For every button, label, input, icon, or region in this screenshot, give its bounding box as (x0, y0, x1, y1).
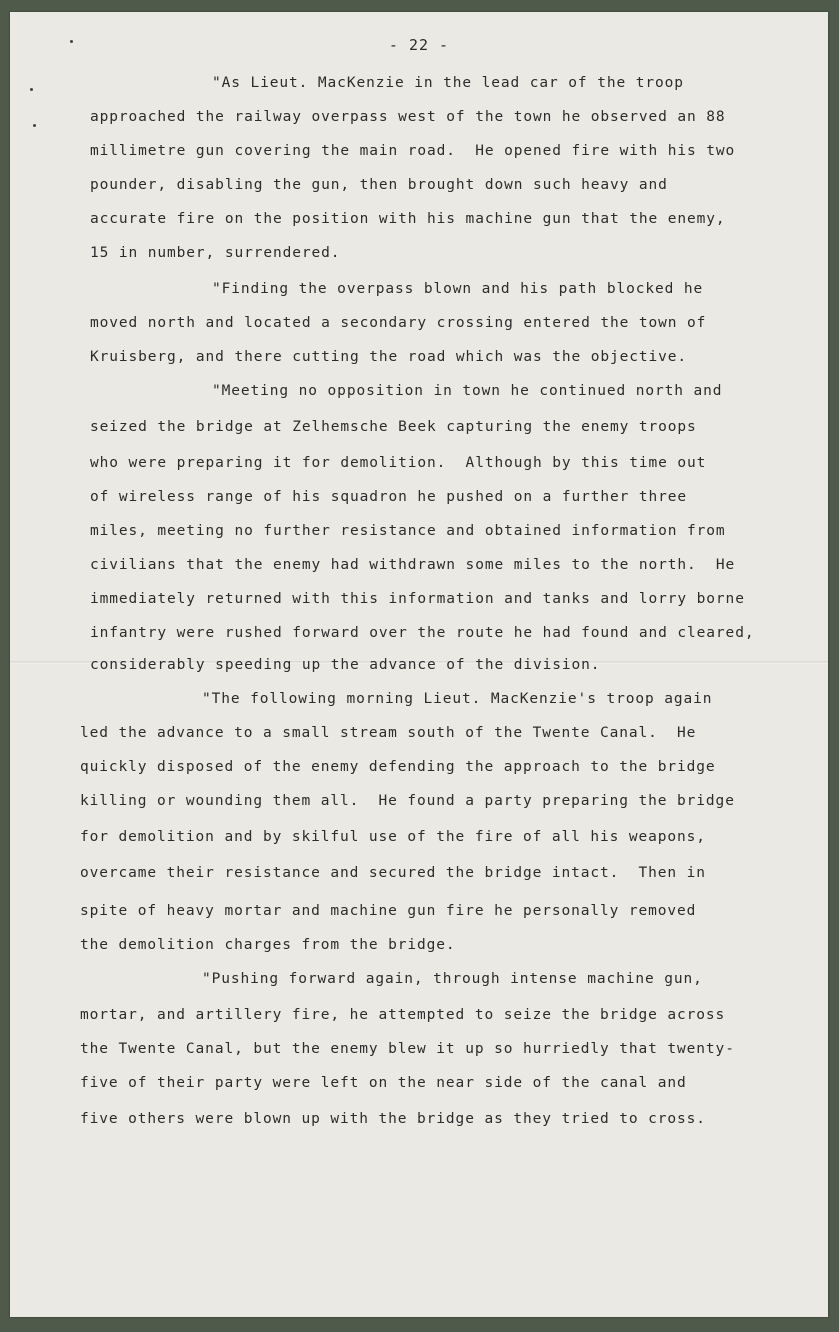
text-line: 15 in number, surrendered. (90, 245, 341, 261)
text-line: for demolition and by skilful use of the fire of all his weapons, (80, 829, 706, 845)
text-line: killing or wounding them all. He found a party preparing the bridge (80, 793, 735, 809)
text-line: overcame their resistance and secured the bridge intact. Then in (80, 865, 706, 881)
text-line: moved north and located a secondary crossing entered the town of (90, 315, 707, 331)
text-line: civilians that the enemy had withdrawn some miles to the north. He (90, 557, 736, 573)
text-line: led the advance to a small stream south of the Twente Canal. He (80, 725, 697, 741)
text-line: accurate fire on the position with his machine gun that the enemy, (90, 211, 726, 227)
text-line: "The following morning Lieut. MacKenzie's troop again (202, 691, 713, 707)
text-line: the Twente Canal, but the enemy blew it up so hurriedly that twenty- (80, 1041, 735, 1057)
text-line: infantry were rushed forward over the route he had found and cleared, (90, 625, 755, 641)
paper-speck (33, 124, 36, 127)
document-page (10, 12, 828, 1317)
text-line: "Meeting no opposition in town he continued north and (212, 383, 723, 399)
text-line: five of their party were left on the near side of the canal and (80, 1075, 687, 1091)
text-line: miles, meeting no further resistance and obtained information from (90, 523, 726, 539)
text-line: mortar, and artillery fire, he attempted to seize the bridge across (80, 1007, 726, 1023)
text-line: considerably speeding up the advance of the division. (90, 657, 601, 673)
text-line: of wireless range of his squadron he pushed on a further three (90, 489, 688, 505)
text-line: approached the railway overpass west of the town he observed an 88 (90, 109, 726, 125)
text-line: seized the bridge at Zelhemsche Beek capturing the enemy troops (90, 419, 697, 435)
paper-speck (30, 88, 33, 91)
text-line: Kruisberg, and there cutting the road which was the objective. (90, 349, 688, 365)
text-line: immediately returned with this information and tanks and lorry borne (90, 591, 745, 607)
text-line: "Finding the overpass blown and his path blocked he (212, 281, 704, 297)
text-line: "Pushing forward again, through intense machine gun, (202, 971, 703, 987)
text-line: spite of heavy mortar and machine gun fire he personally removed (80, 903, 697, 919)
text-line: the demolition charges from the bridge. (80, 937, 456, 953)
text-line: quickly disposed of the enemy defending the approach to the bridge (80, 759, 716, 775)
page-number: - 22 - (388, 36, 450, 54)
text-line: pounder, disabling the gun, then brought down such heavy and (90, 177, 668, 193)
text-line: who were preparing it for demolition. Although by this time out (90, 455, 707, 471)
text-line: "As Lieut. MacKenzie in the lead car of the troop (212, 75, 684, 91)
text-line: millimetre gun covering the main road. He opened fire with his two (90, 143, 736, 159)
text-line: five others were blown up with the bridge as they tried to cross. (80, 1111, 706, 1127)
